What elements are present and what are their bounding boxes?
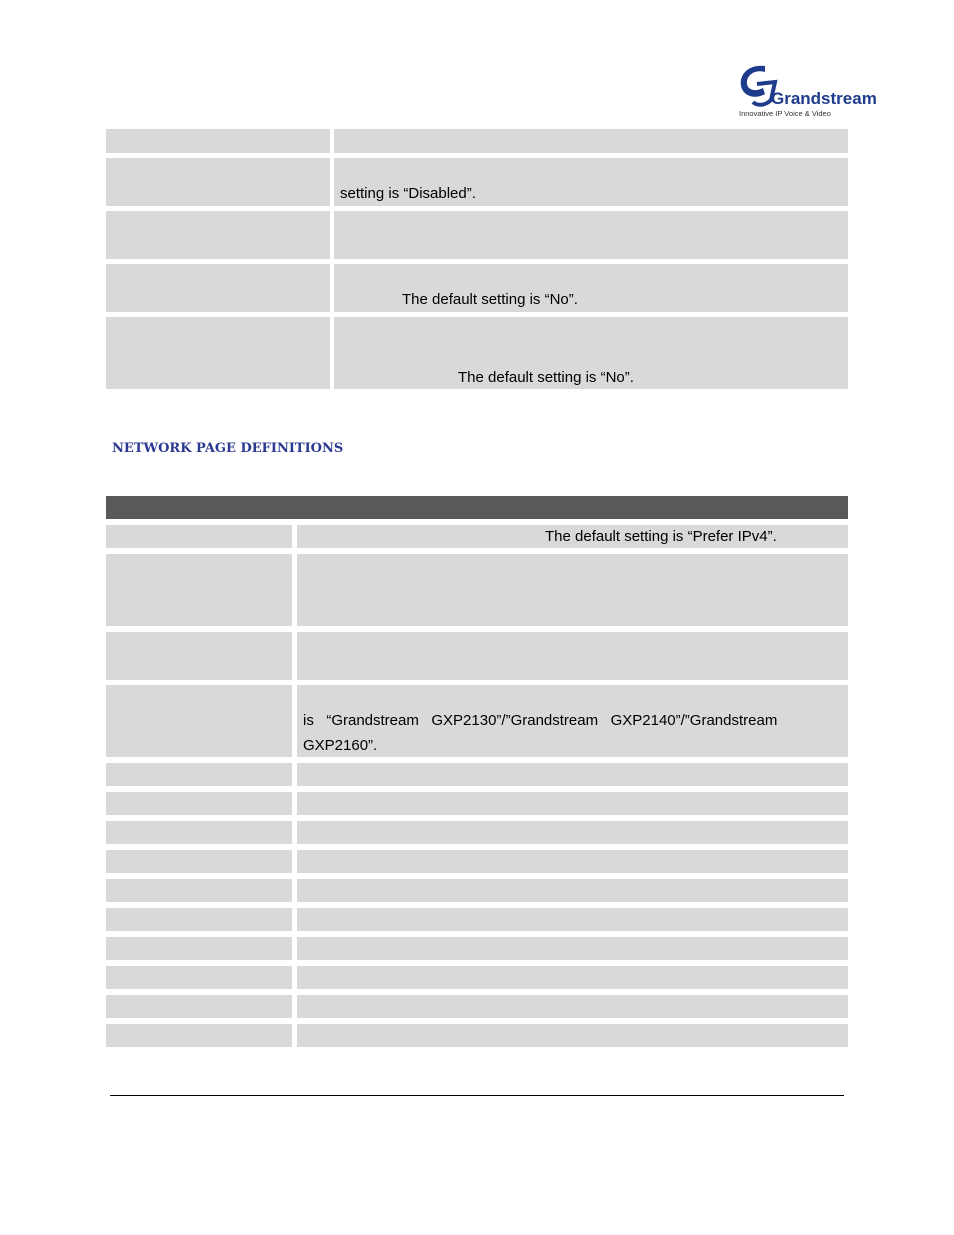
table2-row-13-label-cell xyxy=(106,995,292,1018)
table2-row-1-text: The default setting is “Prefer IPv4”. xyxy=(545,528,777,545)
table2-row-9 xyxy=(106,879,848,902)
table2-row-3-value-cell xyxy=(297,632,848,680)
table2-row-2-value-cell xyxy=(297,554,848,626)
table2-row-14-value-cell xyxy=(297,1024,848,1047)
table1-row-4-value-cell xyxy=(334,264,848,312)
table1-row-1-label-cell xyxy=(106,129,330,153)
grandstream-logo xyxy=(735,60,877,118)
table1-row-2-text: setting is “Disabled”. xyxy=(340,185,476,202)
table2-row-1-value-cell xyxy=(297,525,848,548)
table2-row-4-line-2: GXP2160”. xyxy=(303,737,378,754)
table2-row-10-value-cell xyxy=(297,908,848,931)
logo-tagline: Innovative IP Voice & Video xyxy=(739,109,831,118)
table2-row-7 xyxy=(106,821,848,844)
table2-row-9-value-cell xyxy=(297,879,848,902)
table2-header-bar xyxy=(106,496,848,519)
table1-row-2-label-cell xyxy=(106,158,330,206)
table1-row-1 xyxy=(106,129,848,153)
table2-row-14 xyxy=(106,1024,848,1047)
table2-row-4-line-1: is “Grandstream GXP2130”/”Grandstream GXP2140”/”Grandstream xyxy=(303,712,778,729)
table2-row-2-label-cell xyxy=(106,554,292,626)
footer-divider xyxy=(110,1095,844,1096)
table2-row-8 xyxy=(106,850,848,873)
table2-row-7-label-cell xyxy=(106,821,292,844)
table1-row-5 xyxy=(106,317,848,389)
table1-row-3-value-cell xyxy=(334,211,848,259)
table2-row-6-value-cell xyxy=(297,792,848,815)
table2-row-9-label-cell xyxy=(106,879,292,902)
table2-row-12-label-cell xyxy=(106,966,292,989)
table2-row-1-label-cell xyxy=(106,525,292,548)
table2-row-8-value-cell xyxy=(297,850,848,873)
table2-row-6 xyxy=(106,792,848,815)
table2-row-5-value-cell xyxy=(297,763,848,786)
section-heading: NETWORK PAGE DEFINITIONS xyxy=(112,441,344,456)
table1-row-2 xyxy=(106,158,848,206)
table2-row-3 xyxy=(106,632,848,680)
table2-row-4-label-cell xyxy=(106,685,292,757)
table1-row-2-value-cell xyxy=(334,158,848,206)
logo-brand-text: Grandstream xyxy=(771,89,877,108)
table2-row-12-value-cell xyxy=(297,966,848,989)
table2-row-1 xyxy=(106,525,848,548)
table2-row-3-label-cell xyxy=(106,632,292,680)
table2-row-5-label-cell xyxy=(106,763,292,786)
table2-row-8-label-cell xyxy=(106,850,292,873)
table2-row-6-label-cell xyxy=(106,792,292,815)
table2-row-11-value-cell xyxy=(297,937,848,960)
table2-row-12 xyxy=(106,966,848,989)
table2-row-13 xyxy=(106,995,848,1018)
table1-row-5-text: The default setting is “No”. xyxy=(458,369,634,386)
table1-row-4-label-cell xyxy=(106,264,330,312)
table1-row-1-value-cell xyxy=(334,129,848,153)
table2-row-7-value-cell xyxy=(297,821,848,844)
table1-row-3 xyxy=(106,211,848,259)
table1-row-5-label-cell xyxy=(106,317,330,389)
table1-row-3-label-cell xyxy=(106,211,330,259)
table2-row-5 xyxy=(106,763,848,786)
table2-row-10 xyxy=(106,908,848,931)
table2-row-13-value-cell xyxy=(297,995,848,1018)
table2-row-11 xyxy=(106,937,848,960)
table2-row-10-label-cell xyxy=(106,908,292,931)
table2-row-11-label-cell xyxy=(106,937,292,960)
table1-row-5-value-cell xyxy=(334,317,848,389)
table1-row-4-text: The default setting is “No”. xyxy=(402,291,578,308)
table1-row-4 xyxy=(106,264,848,312)
table2-row-2 xyxy=(106,554,848,626)
table2-row-14-label-cell xyxy=(106,1024,292,1047)
